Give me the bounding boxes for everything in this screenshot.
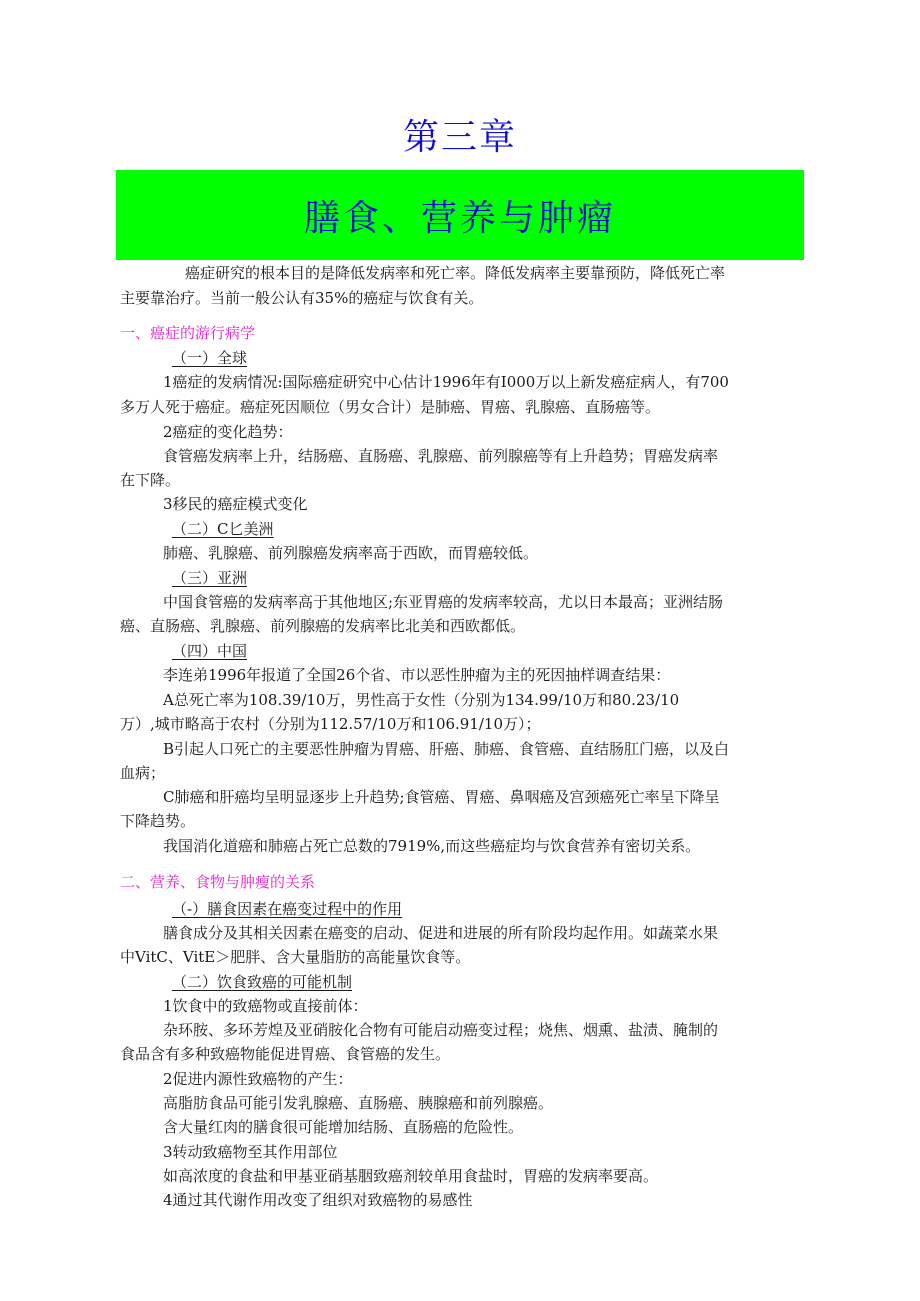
paragraph-line: 食品含有多种致癌物能促进胃癌、食管癌的发生。 (120, 1045, 451, 1063)
banner-title: 膳食、营养与肿瘤 (303, 197, 616, 239)
chapter-title: 第三章 (402, 117, 517, 158)
paragraph-line: B引起人口死亡的主要恶性肿瘤为胃癌、肝癌、肺癌、食管癌、直结肠肛门癌，以及白 (163, 740, 730, 758)
paragraph-line: 1癌症的发病情况:国际癌症研究中心估计1996年有I000万以上新发癌症病人，有700 (163, 373, 729, 391)
intro-line-1: 癌症研究的根本目的是降低发病率和死亡率。降低发病率主要靠预防，降低死亡率 (185, 264, 726, 282)
paragraph-line: 2促进内源性致癌物的产生： (163, 1070, 353, 1088)
paragraph-line: 肺癌、乳腺癌、前列腺癌发病率高于西欧，而胃癌较低。 (163, 544, 539, 562)
paragraph-line: 3移民的癌症模式变化 (163, 495, 308, 513)
paragraph-line: 食管癌发病率上升，结肠癌、直肠癌、乳腺癌、前列腺癌等有上升趋势；胃癌发病率 (163, 447, 719, 465)
subsection-heading: （-）膳食因素在癌变过程中的作用 (172, 900, 403, 918)
intro-line-2: 主要靠治疗。当前一般公认有35%的癌症与饮食有关。 (120, 289, 484, 307)
paragraph-line: 中国食管癌的发病率高于其他地区;东亚胃癌的发病率较高，尤以日本最高；亚洲结肠 (163, 593, 724, 611)
paragraph-line: 1饮食中的致癌物或直接前体： (163, 997, 368, 1015)
paragraph-line: 万）,城市略高于农村（分别为112.57/10万和106.91/10万）； (120, 715, 541, 733)
subsection-heading: （一）全球 (172, 349, 248, 367)
subsection-heading: （二）C匕美洲 (172, 520, 274, 538)
paragraph-line: 3转动致癌物至其作用部位 (163, 1143, 338, 1161)
paragraph-line: 高脂肪食品可能引发乳腺癌、直肠癌、胰腺癌和前列腺癌。 (163, 1094, 554, 1112)
paragraph-line: 中VitC、VitE＞肥胖、含大量脂肪的高能量饮食等。 (120, 948, 471, 966)
paragraph-line: 在下降。 (120, 471, 181, 489)
paragraph-line: 李连弟1996年报道了全国26个省、市以恶性肿瘤为主的死因抽样调查结果： (163, 666, 671, 684)
paragraph-line: 癌、直肠癌、乳腺癌、前列腺癌的发病率比北美和西欧都低。 (120, 617, 526, 635)
paragraph-line: C肺癌和肝癌均呈明显逐步上升趋势;食管癌、胃癌、鼻咽癌及宫颈癌死亡率呈下降呈 (163, 788, 720, 806)
paragraph-line: A总死亡率为108.39/10万，男性高于女性（分别为134.99/10万和80.23/10 (163, 691, 680, 709)
subsection-heading: （二）饮食致癌的可能机制 (172, 973, 353, 991)
subsection-heading: （三）亚洲 (172, 569, 248, 587)
paragraph-line: 多万人死于癌症。癌症死因顺位（男女合计）是肺癌、胃癌、乳腺癌、直肠癌等。 (120, 398, 661, 416)
paragraph-line: 4通过其代谢作用改变了组织对致癌物的易感性 (163, 1191, 473, 1209)
paragraph-line: 含大量红肉的膳食很可能增加结肠、直肠癌的危险性。 (163, 1118, 524, 1136)
title-banner (116, 170, 804, 260)
paragraph-line: 下降趋势。 (120, 812, 196, 830)
paragraph-line: 膳食成分及其相关因素在癌变的启动、促进和进展的所有阶段均起作用。如蔬菜水果 (163, 924, 719, 942)
paragraph-line: 我国消化道癌和肺癌占死亡总数的7919%,而这些癌症均与饮食营养有密切关系。 (163, 837, 701, 855)
subsection-heading: （四）中国 (172, 642, 248, 660)
paragraph-line: 杂环胺、多环芳煌及亚硝胺化合物有可能启动癌变过程；烧焦、烟熏、盐渍、腌制的 (163, 1021, 719, 1039)
section-heading: 二、营养、食物与肿瘦的关系 (120, 873, 316, 891)
section-heading: 一、癌症的游行病学 (120, 324, 256, 342)
paragraph-line: 如高浓度的食盐和甲基亚硝基胭致癌剂较单用食盐时，胃癌的发病率要高。 (163, 1167, 659, 1185)
paragraph-line: 2癌症的变化趋势： (163, 423, 293, 441)
paragraph-line: 血病； (120, 764, 166, 782)
